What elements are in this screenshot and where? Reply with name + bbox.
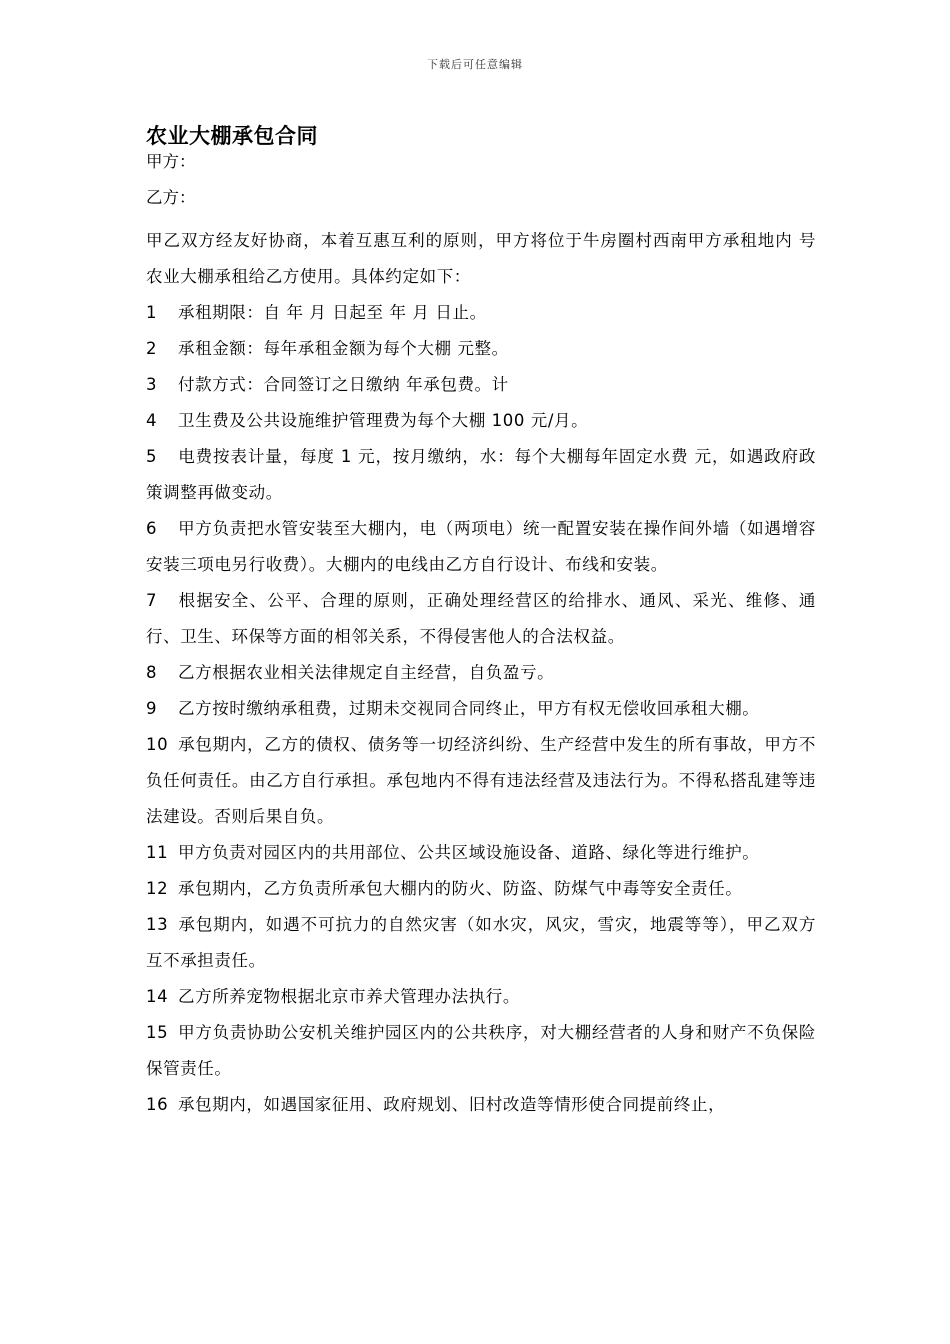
clause-14 bbox=[146, 979, 816, 1015]
clause-text: 承租金额：每年承租金额为每个大棚 元整。 bbox=[178, 339, 509, 358]
party-b-label: 乙方： bbox=[146, 188, 196, 207]
clause-number: 14 bbox=[146, 987, 169, 1006]
clause-text: 承包期内，如遇国家征用、政府规划、旧村改造等情形使合同提前终止， bbox=[178, 1095, 726, 1114]
clause-2 bbox=[146, 331, 816, 367]
clause-1 bbox=[146, 295, 816, 331]
clause-number: 2 bbox=[146, 339, 158, 358]
clause-text: 甲方负责对园区内的共用部位、公共区域设施设备、道路、绿化等进行维护。 bbox=[178, 843, 760, 862]
document-body bbox=[146, 121, 816, 1123]
clause-10 bbox=[146, 727, 816, 835]
clause-text: 承包期内，如遇不可抗力的自然灾害（如水灾，风灾，雪灾，地震等等），甲乙双方互不承担责任。 bbox=[146, 915, 816, 970]
clause-9 bbox=[146, 691, 816, 727]
clause-text: 承包期内，乙方负责所承包大棚内的防火、防盗、防煤气中毒等安全责任。 bbox=[178, 879, 743, 898]
clause-13 bbox=[146, 907, 816, 979]
document-title: 农业大棚承包合同 bbox=[146, 124, 318, 148]
clause-number: 15 bbox=[146, 1023, 169, 1042]
clause-number: 9 bbox=[146, 699, 158, 718]
clause-number: 6 bbox=[146, 519, 158, 538]
clause-number: 4 bbox=[146, 411, 158, 430]
clause-8 bbox=[146, 655, 816, 691]
clause-4 bbox=[146, 403, 816, 439]
party-a-label: 甲方： bbox=[146, 152, 196, 171]
clause-6 bbox=[146, 511, 816, 583]
clause-number: 12 bbox=[146, 879, 169, 898]
clause-text: 乙方按时缴纳承租费，过期未交视同合同终止，甲方有权无偿收回承租大棚。 bbox=[178, 699, 760, 718]
clause-text: 付款方式：合同签订之日缴纳 年承包费。计 bbox=[178, 375, 509, 394]
clause-text: 乙方根据农业相关法律规定自主经营，自负盈亏。 bbox=[178, 663, 555, 682]
clause-number: 3 bbox=[146, 375, 158, 394]
clause-7 bbox=[146, 583, 816, 655]
clause-text: 根据安全、公平、合理的原则，正确处理经营区的给排水、通风、采光、维修、通行、卫生、环保等方面的相邻关系，不得侵害他人的合法权益。 bbox=[146, 591, 816, 646]
clause-text: 乙方所养宠物根据北京市养犬管理办法执行。 bbox=[178, 987, 520, 1006]
clause-number: 10 bbox=[146, 735, 169, 754]
clause-text: 承包期内，乙方的债权、债务等一切经济纠纷、生产经营中发生的所有事故，甲方不负任何责任。由乙方自行承担。承包地内不得有违法经营及违法行为。不得私搭乱建等违法建设。否则后果自负。 bbox=[146, 735, 816, 826]
page-header-note: 下载后可任意编辑 bbox=[427, 58, 523, 71]
clause-3 bbox=[146, 367, 816, 403]
clause-number: 5 bbox=[146, 447, 158, 466]
intro-paragraph: 甲乙双方经友好协商，本着互惠互利的原则，甲方将位于牛房圈村西南甲方承租地内 号农业大棚承租给乙方使用。具体约定如下： bbox=[146, 231, 816, 286]
clause-11 bbox=[146, 835, 816, 871]
clause-text: 卫生费及公共设施维护管理费为每个大棚 100 元/月。 bbox=[178, 411, 589, 430]
clause-number: 13 bbox=[146, 915, 169, 934]
clause-number: 11 bbox=[146, 843, 169, 862]
clause-number: 1 bbox=[146, 303, 158, 322]
clause-number: 16 bbox=[146, 1095, 169, 1114]
clause-number: 7 bbox=[146, 591, 158, 610]
clause-text: 承租期限：自 年 月 日起至 年 月 日止。 bbox=[178, 303, 487, 322]
clause-15 bbox=[146, 1015, 816, 1087]
clause-number: 8 bbox=[146, 663, 158, 682]
clause-text: 甲方负责协助公安机关维护园区内的公共秩序，对大棚经营者的人身和财产不负保险保管责任。 bbox=[146, 1023, 816, 1078]
clause-text: 甲方负责把水管安装至大棚内，电（两项电）统一配置安装在操作间外墙（如遇增容安装三项电另行收费）。大棚内的电线由乙方自行设计、布线和安装。 bbox=[146, 519, 816, 574]
clause-text: 电费按表计量，每度 1 元，按月缴纳，水：每个大棚每年固定水费 元，如遇政府政策调整再做变动。 bbox=[146, 447, 816, 502]
clause-16 bbox=[146, 1087, 816, 1123]
clause-5 bbox=[146, 439, 816, 511]
clause-12 bbox=[146, 871, 816, 907]
